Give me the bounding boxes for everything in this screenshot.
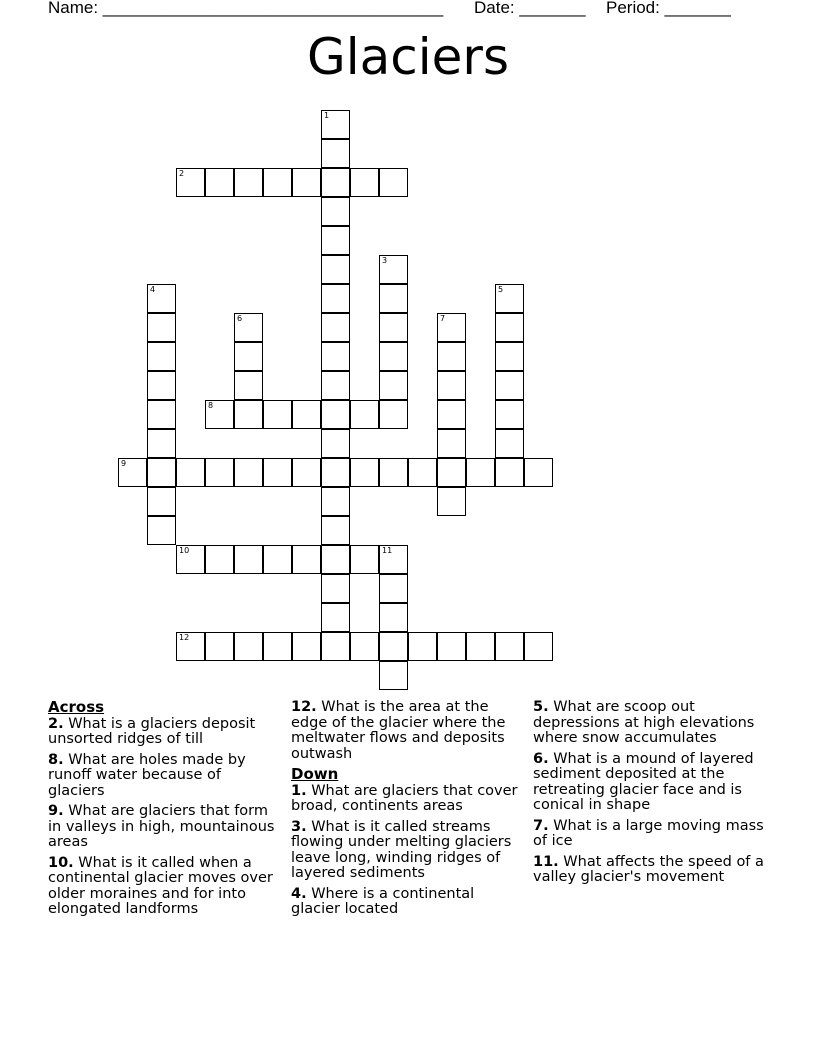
crossword-cell[interactable]: [205, 458, 234, 487]
crossword-cell[interactable]: [234, 458, 263, 487]
crossword-cell[interactable]: [118, 458, 147, 487]
crossword-cell[interactable]: [350, 632, 379, 661]
crossword-cell[interactable]: [234, 632, 263, 661]
clue-number: 4: [150, 285, 156, 294]
crossword-cell[interactable]: [321, 400, 350, 429]
crossword-cell[interactable]: [263, 400, 292, 429]
down-heading: Down: [291, 765, 339, 783]
crossword-cell[interactable]: [147, 487, 176, 516]
clue-number: 6: [237, 314, 243, 323]
crossword-cell[interactable]: [408, 458, 437, 487]
crossword-cell[interactable]: [321, 545, 350, 574]
crossword-cell[interactable]: [350, 458, 379, 487]
clues-column-2: [291, 700, 523, 923]
crossword-cell[interactable]: [379, 255, 408, 284]
crossword-cell[interactable]: [147, 516, 176, 545]
crossword-cell[interactable]: [147, 313, 176, 342]
clue-number: 1: [324, 111, 330, 120]
crossword-cell[interactable]: [147, 429, 176, 458]
clue-number: 7: [440, 314, 446, 323]
crossword-cell[interactable]: [292, 400, 321, 429]
crossword-cell[interactable]: [321, 574, 350, 603]
clue-across-8: 8. What are holes made by runoff water because of glaciers: [48, 751, 246, 799]
crossword-cell[interactable]: [176, 545, 205, 574]
crossword-cell[interactable]: [321, 168, 350, 197]
crossword-cell[interactable]: [495, 632, 524, 661]
crossword-cell[interactable]: [379, 284, 408, 313]
crossword-cell[interactable]: [292, 458, 321, 487]
crossword-cell[interactable]: [263, 632, 292, 661]
crossword-cell[interactable]: [234, 168, 263, 197]
period-field-label: Period: _______: [606, 0, 731, 17]
crossword-cell[interactable]: [495, 371, 524, 400]
crossword-cell[interactable]: [495, 400, 524, 429]
crossword-cell[interactable]: [321, 458, 350, 487]
crossword-cell[interactable]: [379, 661, 408, 690]
crossword-cell[interactable]: [437, 371, 466, 400]
crossword-cell[interactable]: [379, 603, 408, 632]
crossword-cell[interactable]: [205, 168, 234, 197]
crossword-cell[interactable]: [379, 313, 408, 342]
crossword-cell[interactable]: [379, 400, 408, 429]
crossword-cell[interactable]: [379, 342, 408, 371]
crossword-cell[interactable]: [321, 487, 350, 516]
crossword-cell[interactable]: [321, 516, 350, 545]
crossword-cell[interactable]: [321, 603, 350, 632]
clue-number: 8: [208, 401, 214, 410]
crossword-cell[interactable]: [321, 197, 350, 226]
crossword-cell[interactable]: [495, 342, 524, 371]
crossword-cell[interactable]: [205, 545, 234, 574]
crossword-cell[interactable]: [321, 342, 350, 371]
crossword-cell[interactable]: [147, 284, 176, 313]
clue-number: 12: [179, 633, 190, 642]
crossword-cell[interactable]: [379, 574, 408, 603]
clue-across-12: 12. What is the area at the edge of the glacier where the meltwater flows and deposits outwash: [291, 699, 506, 762]
crossword-cell[interactable]: [205, 400, 234, 429]
crossword-cell[interactable]: [321, 110, 350, 139]
crossword-cell[interactable]: [466, 632, 495, 661]
crossword-cell[interactable]: [176, 458, 205, 487]
crossword-cell[interactable]: [379, 168, 408, 197]
crossword-cell[interactable]: [234, 371, 263, 400]
crossword-cell[interactable]: [379, 545, 408, 574]
clue-down-1: 1. What are glaciers that cover broad, continents areas: [291, 782, 518, 814]
clue-down-6: 6. What is a mound of layered sediment deposited at the retreating glacier face and is conical in shape: [533, 750, 754, 813]
page-title: Glaciers: [306, 28, 510, 86]
crossword-cell[interactable]: [263, 545, 292, 574]
clue-down-7: 7. What is a large moving mass of ice: [533, 817, 764, 849]
crossword-cell[interactable]: [234, 400, 263, 429]
crossword-cell[interactable]: [321, 313, 350, 342]
clue-number: 5: [498, 285, 504, 294]
crossword-cell[interactable]: [495, 429, 524, 458]
clue-down-4: 4. Where is a continental glacier located: [291, 885, 475, 917]
crossword-cell[interactable]: [437, 429, 466, 458]
crossword-cell[interactable]: [495, 284, 524, 313]
crossword-cell[interactable]: [321, 284, 350, 313]
crossword-cell[interactable]: [321, 632, 350, 661]
crossword-cell[interactable]: [408, 632, 437, 661]
clues-column-1: [48, 700, 280, 923]
clue-number: 3: [382, 256, 388, 265]
crossword-cell[interactable]: [437, 400, 466, 429]
crossword-cell[interactable]: [350, 545, 379, 574]
date-field-label: Date: _______: [474, 0, 586, 17]
crossword-cell[interactable]: [147, 371, 176, 400]
crossword-cell[interactable]: [466, 458, 495, 487]
crossword-cell[interactable]: [234, 313, 263, 342]
crossword-cell[interactable]: [234, 342, 263, 371]
crossword-cell[interactable]: [176, 632, 205, 661]
clue-down-11: 11. What affects the speed of a valley glacier's movement: [533, 853, 764, 885]
crossword-cell[interactable]: [379, 458, 408, 487]
crossword-cell[interactable]: [263, 168, 292, 197]
clue-down-5: 5. What are scoop out depressions at high elevations where snow accumulates: [533, 699, 755, 746]
crossword-cell[interactable]: [437, 458, 466, 487]
clue-across-10: 10. What is it called when a continental glacier moves over older moraines and for into elongated landforms: [48, 854, 273, 917]
crossword-cell[interactable]: [234, 545, 263, 574]
crossword-cell[interactable]: [321, 139, 350, 168]
crossword-cell[interactable]: [437, 632, 466, 661]
crossword-cell[interactable]: [321, 371, 350, 400]
crossword-cell[interactable]: [292, 545, 321, 574]
crossword-cell[interactable]: [321, 429, 350, 458]
crossword-cell[interactable]: [176, 168, 205, 197]
crossword-cell[interactable]: [350, 168, 379, 197]
clue-number: 11: [382, 546, 393, 555]
crossword-cell[interactable]: [263, 458, 292, 487]
crossword-cell[interactable]: [321, 226, 350, 255]
crossword-cell[interactable]: [495, 313, 524, 342]
crossword-cell[interactable]: [292, 168, 321, 197]
crossword-cell[interactable]: [205, 632, 234, 661]
clue-number: 9: [121, 459, 127, 468]
clue-across-2: 2. What is a glaciers deposit unsorted ridges of till: [48, 715, 256, 747]
crossword-cell[interactable]: [437, 313, 466, 342]
crossword-cell[interactable]: [524, 632, 553, 661]
crossword-cell[interactable]: [147, 458, 176, 487]
clue-number: 2: [179, 169, 185, 178]
crossword-cell[interactable]: [321, 255, 350, 284]
crossword-cell[interactable]: [147, 400, 176, 429]
clue-down-3: 3. What is it called streams flowing under melting glaciers leave long, winding ridges of layered sediments: [291, 818, 512, 881]
crossword-cell[interactable]: [437, 487, 466, 516]
crossword-cell[interactable]: [495, 458, 524, 487]
crossword-cell[interactable]: [437, 342, 466, 371]
crossword-cell[interactable]: [524, 458, 553, 487]
crossword-cell[interactable]: [350, 400, 379, 429]
crossword-cell[interactable]: [147, 342, 176, 371]
across-heading: Across: [48, 698, 105, 716]
clue-across-9: 9. What are glaciers that form in valleys in high, mountainous areas: [48, 803, 275, 850]
clues-column-3: [533, 700, 765, 891]
name-field-label: Name: ____________________________________: [48, 0, 444, 17]
clue-number: 10: [179, 546, 190, 555]
crossword-cell[interactable]: [379, 632, 408, 661]
crossword-cell[interactable]: [379, 371, 408, 400]
crossword-cell[interactable]: [292, 632, 321, 661]
